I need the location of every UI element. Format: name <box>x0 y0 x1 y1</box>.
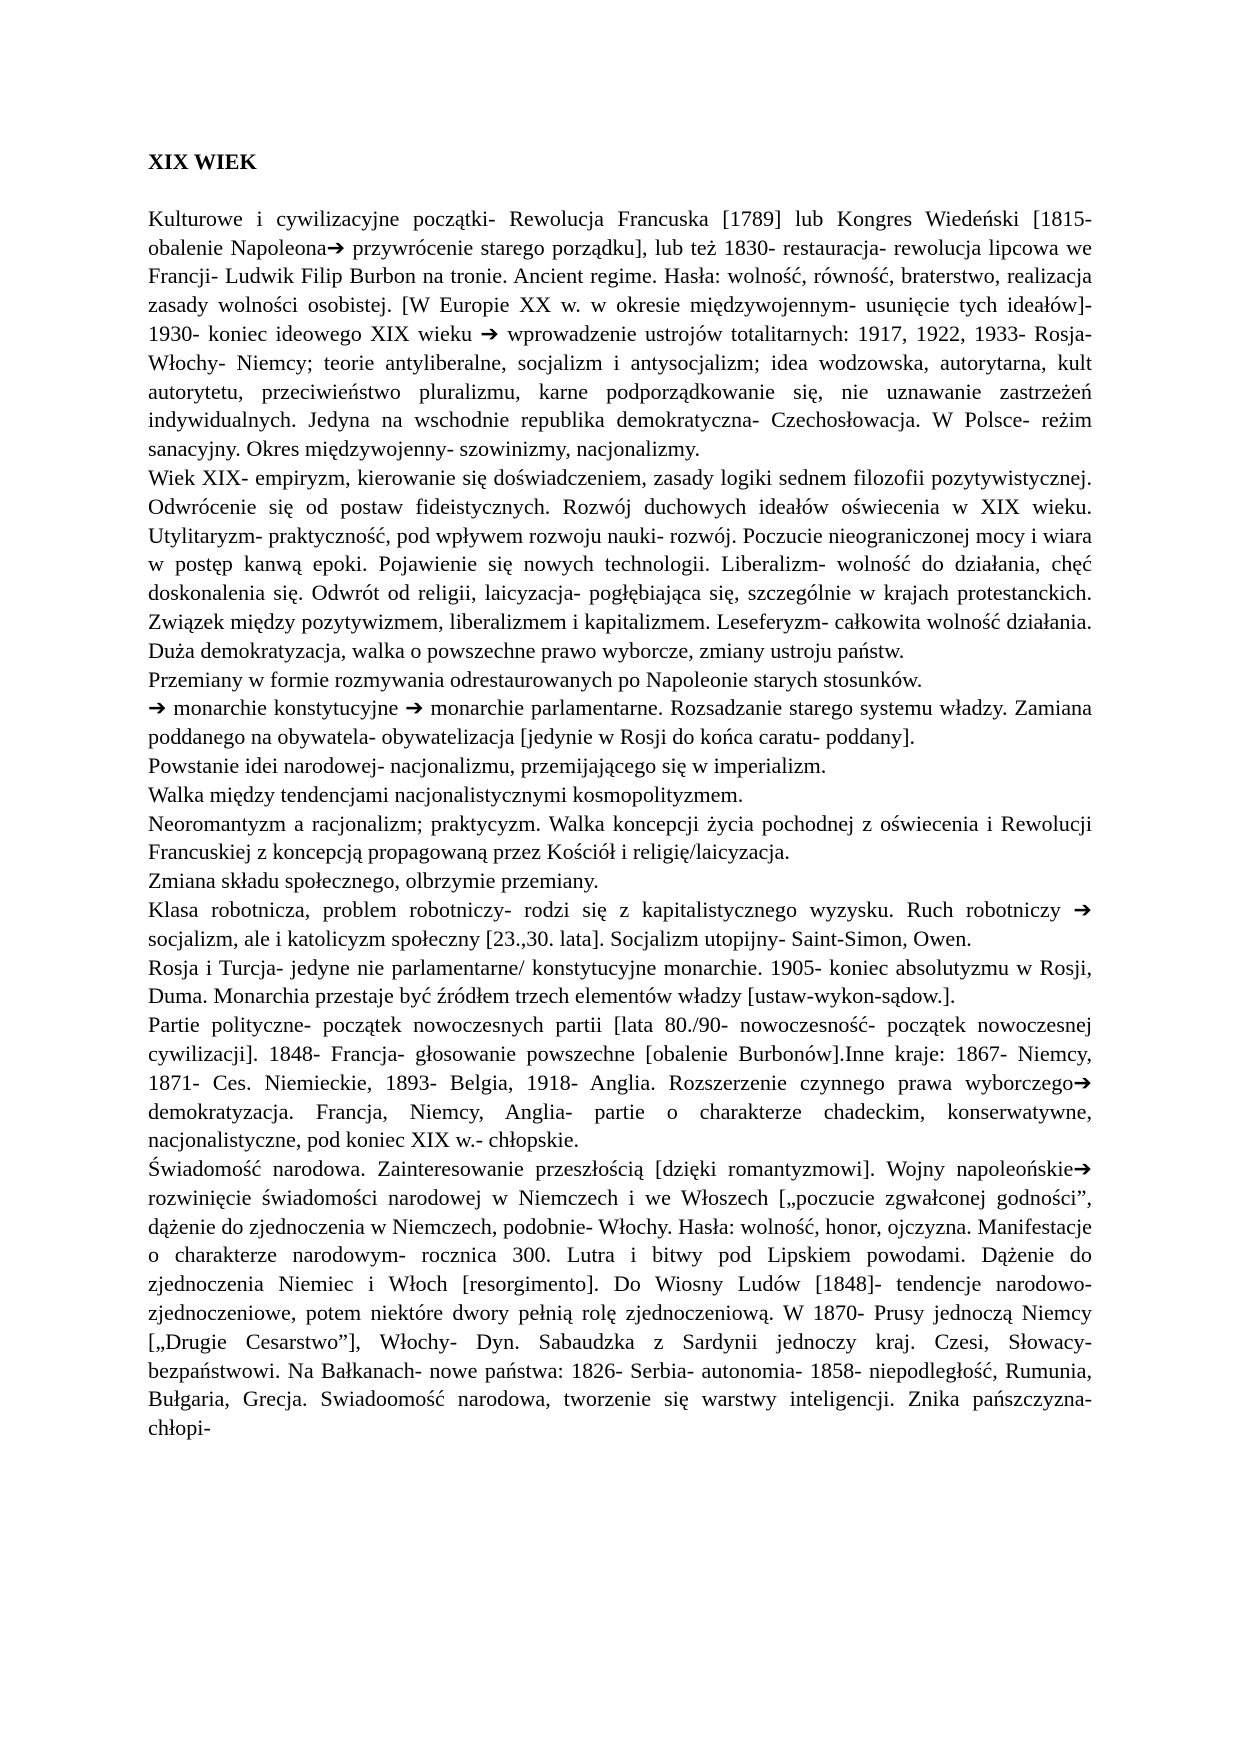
paragraph-origins: Kulturowe i cywilizacyjne początki- Rewolucja Francuska [1789] lub Kongres Wiedeński [1815- obalenie Napoleona➔ przywrócenie starego porządku], lub też 1830- restauracja- rewolucja lipcowa we Francji- Ludwik Filip Burbon na tronie. Ancient regime. Hasła: wolność, równość, braterstwo, realizacja zasady wolności osobistej. [W Europie XX w. w okresie międzywojennym- usunięcie tych ideałów]- 1930- koniec ideowego XIX wieku ➔ wprowadzenie ustrojów totalitarnych: 1917, 1922, 1933- Rosja- Włochy- Niemcy; teorie antyliberalne, socjalizm i antysocjalizm; idea wodzowska, autorytarna, kult autorytetu, przeciwieństwo pluralizmu, karne podporządkowanie się, nie uznawanie zastrzeżeń indywidualnych. Jedyna na wschodnie republika demokratyczna- Czechosłowacja. W Polsce- reżim sanacyjny. Okres międzywojenny- szowinizmy, nacjonalizmy. <box>148 205 1092 462</box>
paragraph-russia-turkey: Rosja i Turcja- jedyne nie parlamentarne/ konstytucyjne monarchie. 1905- koniec absolutyzmu w Rosji, Duma. Monarchia przestaje być źródłem trzech elementów władzy [ustaw-wykon-sądow.]. <box>148 954 1092 1009</box>
document-body <box>148 148 1092 1443</box>
paragraph-working-class: Klasa robotnicza, problem robotniczy- rodzi się z kapitalistycznego wyzysku. Ruch robotniczy ➔ socjalizm, ale i katolicyzm społeczny [23.,30. lata]. Socjalizm utopijny- Saint-Simon, Owen. <box>148 896 1092 951</box>
paragraph-social-change: Zmiana składu społecznego, olbrzymie przemiany. <box>148 868 599 894</box>
paragraph-monarchies: ➔ monarchie konstytucyjne ➔ monarchie parlamentarne. Rozsadzanie starego systemu władzy. Zamiana poddanego na obywatela- obywatelizacja [jedynie w Rosji do końca caratu- poddany]. <box>148 695 1092 750</box>
paragraph-political-parties: Partie polityczne- początek nowoczesnych partii [lata 80./90- nowoczesność- początek nowoczesnej cywilizacji]. 1848- Francja- głosowanie powszechne [obalenie Burbonów].Inne kraje: 1867- Niemcy, 1871- Ces. Niemieckie, 1893- Belgia, 1918- Anglia. Rozszerzenie czynnego prawa wyborczego➔ demokratyzacja. Francja, Niemcy, Anglia- partie o charakterze chadeckim, konserwatywne, nacjonalistyczne, pod koniec XIX w.- chłopskie. <box>148 1012 1092 1153</box>
paragraph-national-idea: Powstanie idei narodowej- nacjonalizmu, przemijającego się w imperializm. <box>148 752 827 778</box>
paragraph-nineteenth-century: Wiek XIX- empiryzm, kierowanie się doświadczeniem, zasady logiki sednem filozofii pozytywistycznej. Odwrócenie się od postaw fideistycznych. Rozwój duchowych ideałów oświecenia w XIX wieku. Utylitaryzm- praktyczność, pod wpływem rozwoju nauki- rozwój. Poczucie nieograniczonej mocy i wiara w postęp kanwą epoki. Pojawienie się nowych technologii. Liberalizm- wolność do działania, chęć doskonalenia się. Odwrót od religii, laicyzacja- pogłębiająca się, szczególnie w krajach protestanckich. Związek między pozytywizmem, liberalizmem i kapitalizmem. Leseferyzm- całkowita wolność działania. Duża demokratyzacja, walka o powszechne prawo wyborcze, zmiany ustroju państw. <box>148 464 1092 663</box>
paragraph-cosmopolitanism: Walka między tendencjami nacjonalistycznymi kosmopolityzmem. <box>148 781 744 807</box>
paragraph-national-awareness: Świadomość narodowa. Zainteresowanie przeszłością [dzięki romantyzmowi]. Wojny napoleońskie➔ rozwinięcie świadomości narodowej w Niemczech i we Włoszech [„poczucie zgwałconej godności”, dążenie do zjednoczenia w Niemczech, podobnie- Włochy. Hasła: wolność, honor, ojczyzna. Manifestacje o charakterze narodowym- rocznica 300. Lutra i bitwy pod Lipskiem powodami. Dążenie do zjednoczenia Niemiec i Włoch [resorgimento]. Do Wiosny Ludów [1848]- tendencje narodowo- zjednoczeniowe, potem niektóre dwory pełnią rolę zjednoczeniową. W 1870- Prusy jednoczą Niemcy [„Drugie Cesarstwo”], Włochy- Dyn. Sabaudzka z Sardynii jednoczy kraj. Czesi, Słowacy- bezpaństwowi. Na Bałkanach- nowe państwa: 1826- Serbia- autonomia- 1858- niepodległość, Rumunia, Bułgaria, Grecja. Swiadoomość narodowa, tworzenie się warstwy inteligencji. Znika pańszczyzna- chłopi- <box>148 1156 1092 1441</box>
paragraph-neoromanticism: Neoromantyzm a racjonalizm; praktycyzm. Walka koncepcji życia pochodnej z oświecenia i Rewolucji Francuskiej z koncepcją propagowaną przez Kościół i religię/laicyzacja. <box>148 810 1092 865</box>
paragraph-transformations: Przemiany w formie rozmywania odrestaurowanych po Napoleonie starych stosunków. <box>148 666 923 692</box>
document-title: XIX WIEK <box>148 149 257 174</box>
